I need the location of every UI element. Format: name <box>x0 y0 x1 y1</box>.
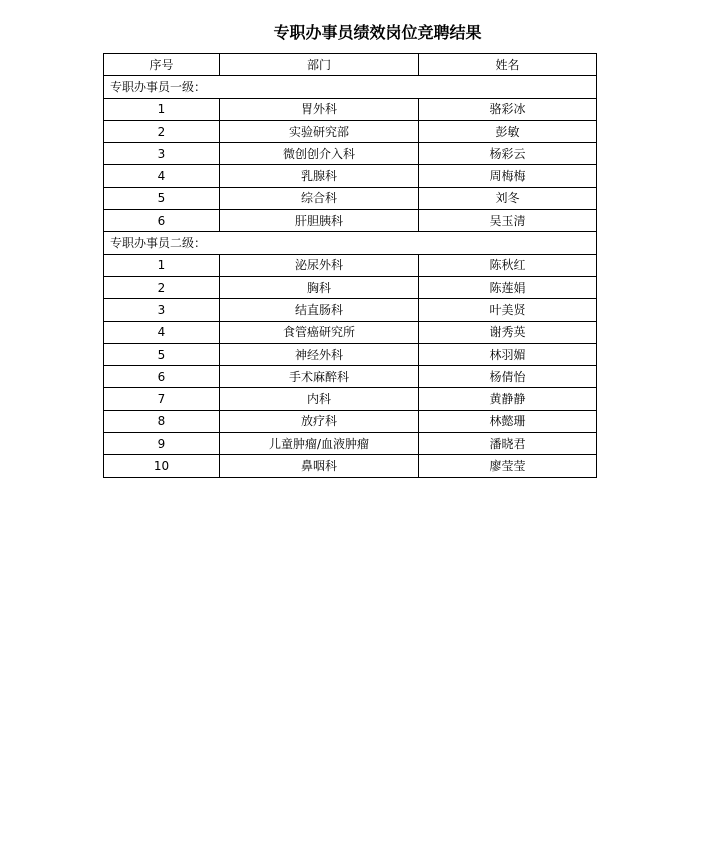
row-index: 1 <box>104 98 220 120</box>
row-name: 杨倩怡 <box>419 366 597 388</box>
table-row <box>104 343 597 365</box>
table-row <box>104 366 597 388</box>
row-name: 刘冬 <box>419 187 597 209</box>
row-department: 胸科 <box>220 276 419 298</box>
row-department: 放疗科 <box>220 410 419 432</box>
row-name: 潘晓君 <box>419 433 597 455</box>
row-department: 手术麻醉科 <box>220 366 419 388</box>
table-row <box>104 165 597 187</box>
table-row <box>104 120 597 142</box>
row-name: 林懿珊 <box>419 410 597 432</box>
header-department: 部门 <box>220 54 419 76</box>
row-index: 8 <box>104 410 220 432</box>
table-row <box>104 433 597 455</box>
table-row <box>104 276 597 298</box>
row-name: 廖莹莹 <box>419 455 597 477</box>
row-index: 2 <box>104 276 220 298</box>
row-index: 5 <box>104 187 220 209</box>
row-department: 鼻咽科 <box>220 455 419 477</box>
header-row <box>104 54 597 76</box>
row-index: 10 <box>104 455 220 477</box>
row-name: 陈莲娟 <box>419 276 597 298</box>
row-department: 结直肠科 <box>220 299 419 321</box>
row-department: 泌尿外科 <box>220 254 419 276</box>
row-index: 6 <box>104 210 220 232</box>
row-department: 微创创介入科 <box>220 143 419 165</box>
row-index: 3 <box>104 299 220 321</box>
row-name: 杨彩云 <box>419 143 597 165</box>
group-label-level-2: 专职办事员二级： <box>104 232 597 254</box>
table-row <box>104 254 597 276</box>
row-index: 7 <box>104 388 220 410</box>
row-name: 陈秋红 <box>419 254 597 276</box>
group-label-level-1: 专职办事员一级： <box>104 76 597 98</box>
table-row <box>104 98 597 120</box>
row-index: 4 <box>104 321 220 343</box>
row-name: 叶美贤 <box>419 299 597 321</box>
document-title: 专职办事员绩效岗位竞聘结果 <box>273 23 482 42</box>
header-index: 序号 <box>104 54 220 76</box>
row-department: 乳腺科 <box>220 165 419 187</box>
header-name: 姓名 <box>419 54 597 76</box>
row-name: 黄静静 <box>419 388 597 410</box>
table-row <box>104 143 597 165</box>
row-department: 实验研究部 <box>220 120 419 142</box>
table-row <box>104 187 597 209</box>
table-row <box>104 321 597 343</box>
row-department: 肝胆胰科 <box>220 210 419 232</box>
table-row <box>104 388 597 410</box>
row-department: 胃外科 <box>220 98 419 120</box>
row-department: 食管癌研究所 <box>220 321 419 343</box>
row-department: 综合科 <box>220 187 419 209</box>
row-index: 2 <box>104 120 220 142</box>
results-table <box>103 53 597 478</box>
row-department: 儿童肿瘤/血液肿瘤 <box>220 433 419 455</box>
row-department: 神经外科 <box>220 343 419 365</box>
row-name: 谢秀英 <box>419 321 597 343</box>
group-row-level-2 <box>104 232 597 254</box>
row-department: 内科 <box>220 388 419 410</box>
row-name: 骆彩冰 <box>419 98 597 120</box>
table-row <box>104 410 597 432</box>
row-index: 3 <box>104 143 220 165</box>
row-index: 6 <box>104 366 220 388</box>
table-row <box>104 210 597 232</box>
group-row-level-1 <box>104 76 597 98</box>
row-index: 5 <box>104 343 220 365</box>
row-name: 林羽媚 <box>419 343 597 365</box>
table-row <box>104 455 597 477</box>
row-index: 9 <box>104 433 220 455</box>
row-index: 4 <box>104 165 220 187</box>
row-name: 周梅梅 <box>419 165 597 187</box>
row-index: 1 <box>104 254 220 276</box>
table-row <box>104 299 597 321</box>
row-name: 彭敏 <box>419 120 597 142</box>
row-name: 吴玉清 <box>419 210 597 232</box>
